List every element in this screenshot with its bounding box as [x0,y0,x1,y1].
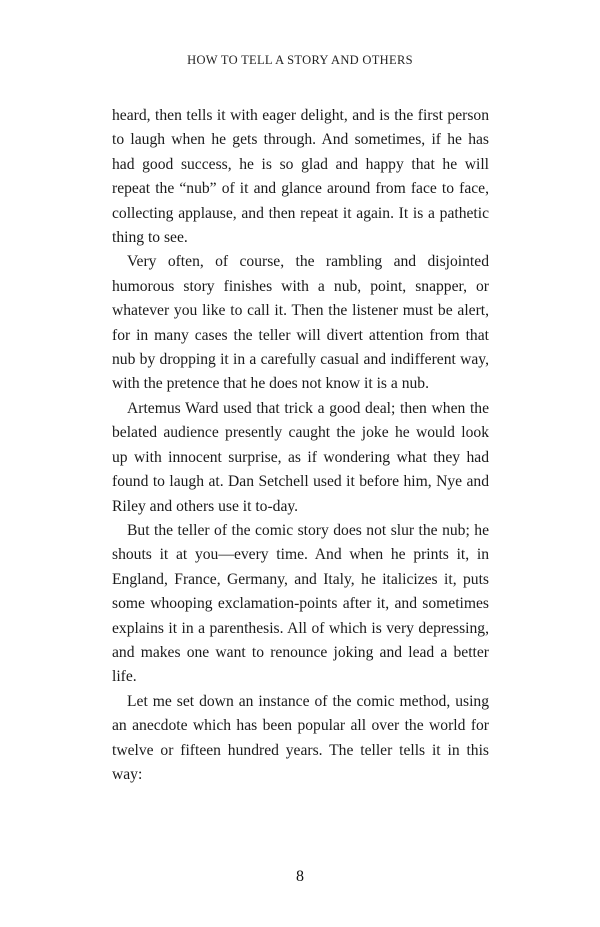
page-number: 8 [296,868,304,885]
paragraph: Artemus Ward used that trick a good deal; then when the belated audience presently caught the joke he would look up with innocent surprise, as if wondering what they had found to laugh at. Dan Setchell used it before him, Nye and Riley and others use it to-day. [112,399,489,515]
paragraph: heard, then tells it with eager delight, and is the first person to laugh when he gets through. And sometimes, if he has had good success, he is so glad and happy that he will repeat the “nub” of it and glance around from face to face, collecting applause, and then repeat it again. It is a pathetic thing to see. [112,107,489,247]
body-text [112,104,489,787]
paragraph: Let me set down an instance of the comic method, using an anecdote which has been popular all over the world for twelve or fifteen hundred years. The teller tells it in this way: [112,692,489,783]
running-head: HOW TO TELL A STORY AND OTHERS [187,53,413,67]
paragraph: Very often, of course, the rambling and disjointed humorous story finishes with a nub, point, snapper, or whatever you like to call it. Then the listener must be alert, for in many cases the teller will divert attention from that nub by dropping it in a carefully casual and indifferent way, with the pretence that he does not know it is a nub. [112,253,489,393]
paragraph: But the teller of the comic story does not slur the nub; he shouts it at you—every time. And when he prints it, in England, France, Germany, and Italy, he italicizes it, puts some whooping exclamation-points after it, and sometimes explains it in a parenthesis. All of which is very depressing, and makes one want to renounce joking and lead a better life. [112,521,489,686]
